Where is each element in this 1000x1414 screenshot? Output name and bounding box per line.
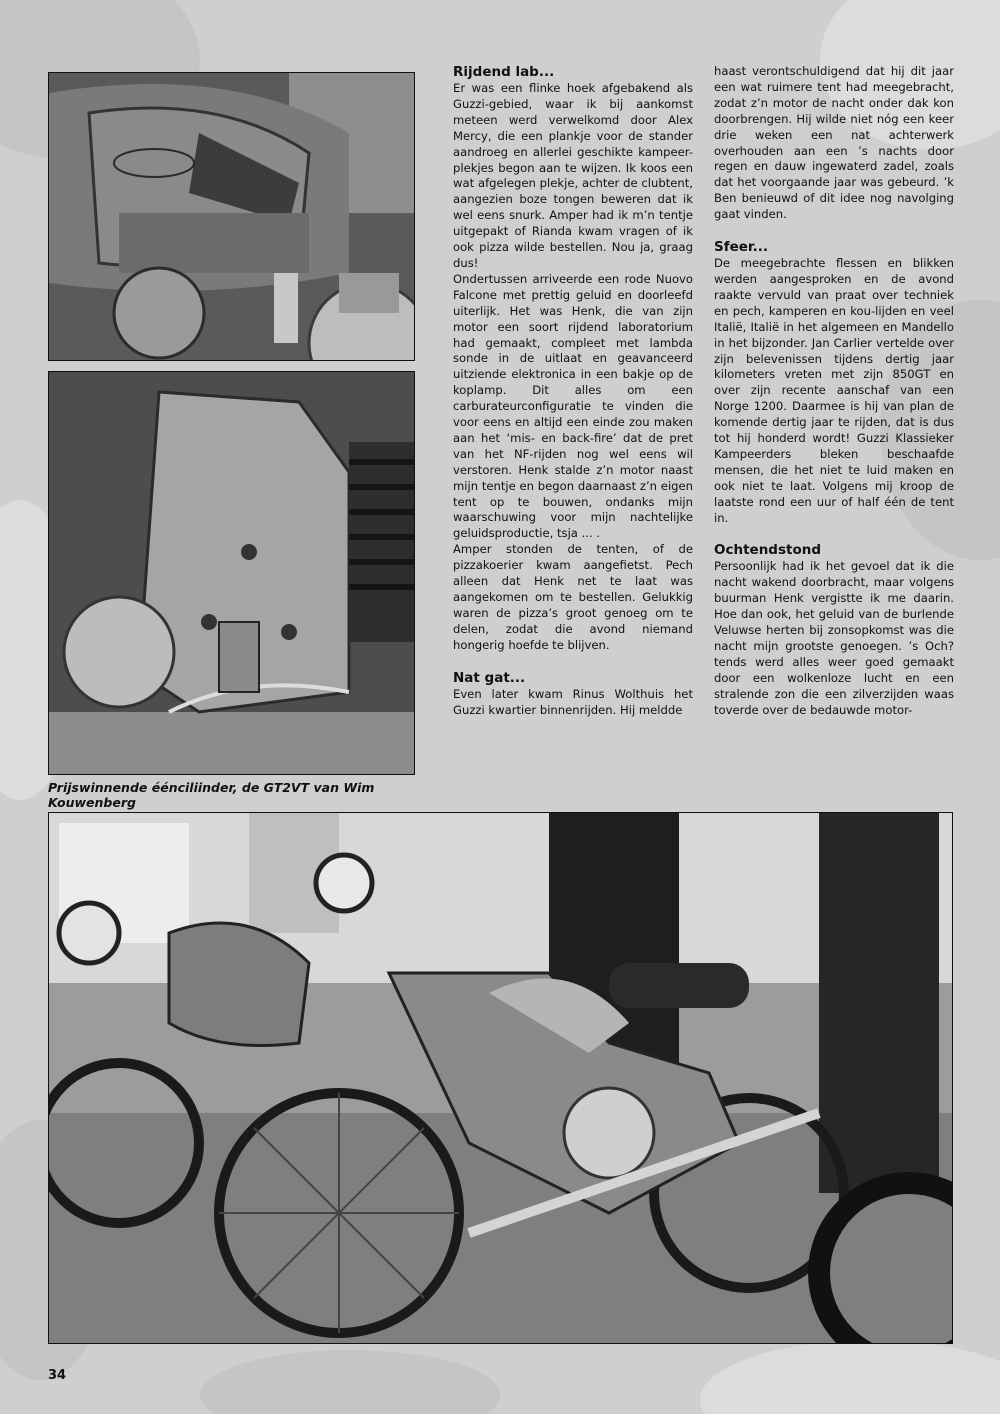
page-number: 34 <box>48 1368 67 1383</box>
section-heading: Sfeer... <box>714 239 769 256</box>
text-column-2 <box>714 64 954 804</box>
paragraph: Er was een flinke hoek afgebakend als Guzzi-gebied, waar ik bij aankomst meteen werd verwelkomd door Alex Mercy, die een plankje voor de stander aandroeg en allerlei geschikte kampeer-plekjes begon aan te wijzen. Ik koos een wat afgelegen plekje, achter de clubtent, aangezien boze tongen beweren dat ik wel eens snurk. Amper had ik m’n tentje uitgepakt of Rianda kwam vragen of ik ook pizza wilde bestellen. Nou ja, graag dus! <box>453 81 693 270</box>
paragraph: Ondertussen arriveerde een rode Nuovo Falcone met prettig geluid en doorleefd uiterlijk. Het was Henk, die van zijn motor een soort rijdend laboratorium had gemaakt, compleet met lambda sonde in de uitlaat en geavanceerd uitziende elektronica in een bakje op de koplamp. Dit alles om een carburateurconfiguratie te vinden die voor eens en altijd een einde zou maken aan het ‘mis- en back-fire’ dat de pret van het NF-rijden nog wel eens wil verstoren. Henk stalde z’n motor naast mijn tentje en begon daarnaast z’n eigen tent op te bouwen, ondanks mijn waarschuwing voor mijn nachtelijke geluidsproductie, tsja ... . <box>453 271 693 541</box>
section-heading: Rijdend lab... <box>453 64 555 80</box>
text-column-1 <box>453 64 693 804</box>
photo-motorcycles <box>48 812 953 1344</box>
photo-tank-closeup <box>48 72 415 361</box>
paragraph: Persoonlijk had ik het gevoel dat ik die nacht wakend doorbracht, maar volgens buurman Henk vergistte ik me daarin. Hoe dan ook, het geluid van de burlende Veluwse herten bij zonsopkomst was die nacht mijn grootste genoegen. ’s Och?tends werd alles weer goed gemaakt door een wolkenloze lucht en een stralende zon die een zilverzijden waas toverde over de bedauwde motor- <box>714 559 954 717</box>
paragraph: Amper stonden de tenten, of de pizzakoerier kwam aangefietst. Pech alleen dat Henk net te laat was aangekomen om te bestellen. Gelukkig waren de pizza’s groot genoeg om te delen, zodat die avond niemand hongerig hoefde te blijven. <box>453 542 693 652</box>
paragraph: De meegebrachte flessen en blikken werden aangesproken en de avond raakte vervuld van praat over techniek en pech, kamperen en kou-lijden en veel Italië, Italië in het algemeen en Mandello in het bijzonder. Jan Carlier vertelde over zijn belevenissen tijdens dertig jaar kilometers vreten met zijn 850GT en over zijn recente aanschaf van een Norge 1200. Daarmee is hij van plan de komende dertig jaar te rijden, dat is dus tot hij honderd wordt! Guzzi Klassieker Kampeerders bleken beschaafde mensen, die het niet te luid maken en ook niet te laat. Volgens mij kroop de laatste rond een uur of half één de tent in. <box>714 256 954 525</box>
photo-caption: Prijswinnende éénciliinder, de GT2VT van Wim Kouwenberg <box>48 780 375 810</box>
section-heading: Nat gat... <box>453 669 526 686</box>
paragraph: Even later kwam Rinus Wolthuis het Guzzi kwartier binnenrijden. Hij meldde <box>453 686 693 717</box>
section-heading: Ochtendstond <box>714 542 822 559</box>
paragraph: haast verontschuldigend dat hij dit jaar een wat ruimere tent had meegebracht, zodat z’n motor de nacht onder dak kon doorbrengen. Hij wilde niet nóg een keer drie weken een nat achterwerk overhouden aan een ’s nachts door regen en dauw ingewaterd zadel, zoals dat het voorgaande jaar was gebeurd. ’k Ben benieuwd of dit idee nog navolging gaat vinden. <box>714 64 954 222</box>
photo-engine-closeup <box>48 371 415 775</box>
